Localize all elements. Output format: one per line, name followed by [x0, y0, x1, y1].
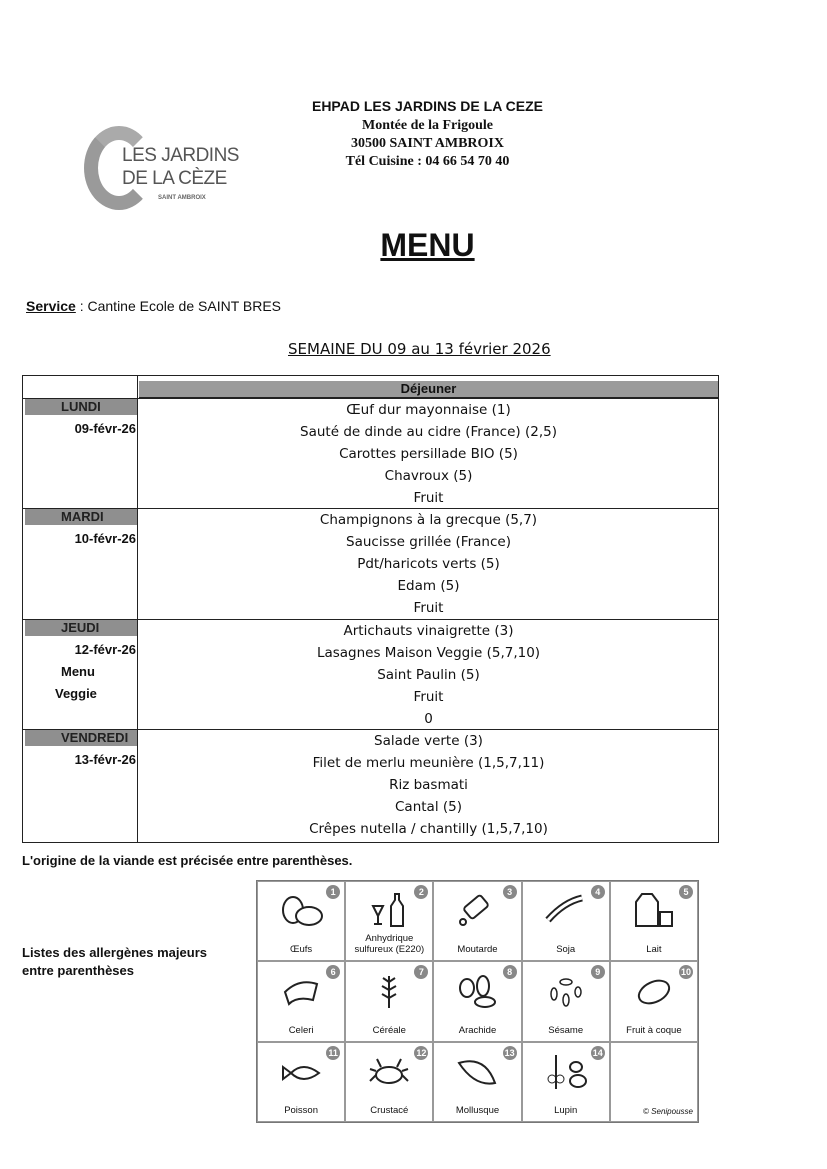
- crab-icon: [367, 1053, 411, 1091]
- allergen-lupin: [522, 1042, 610, 1122]
- sesame-icon: [544, 972, 588, 1010]
- origin-note: L'origine de la viande est précisée entre parenthèses.: [22, 853, 353, 868]
- allergen-number: 14: [592, 1047, 603, 1058]
- dish: Saint Paulin (5): [377, 667, 480, 683]
- dish: Fruit: [413, 689, 444, 705]
- dish: 0: [424, 711, 433, 727]
- day-note: Menu: [61, 664, 95, 679]
- allergen-fish: [257, 1042, 345, 1122]
- allergens-note-line: Listes des allergènes majeurs: [22, 945, 207, 960]
- allergen-number: 9: [591, 965, 605, 979]
- allergen-label: Lupin: [554, 1105, 578, 1116]
- day-block: [23, 729, 718, 842]
- wheat-icon: [367, 972, 411, 1010]
- day-note: Veggie: [55, 686, 97, 701]
- page-title: MENU: [380, 227, 475, 263]
- dish: Filet de merlu meunière (1,5,7,11): [312, 755, 545, 771]
- soy-icon: [544, 892, 588, 930]
- allergen-number: 6: [326, 965, 340, 979]
- allergen-milk: [610, 881, 698, 961]
- milk-icon: [632, 892, 676, 930]
- dish: Salade verte (3): [374, 733, 483, 749]
- city: 30500 SAINT AMBROIX: [351, 136, 504, 151]
- allergen-number: 12: [416, 1047, 427, 1058]
- day-date: 09-févr-26: [74, 421, 136, 436]
- dish: Carottes persillade BIO (5): [339, 446, 518, 462]
- dish: Riz basmati: [389, 777, 468, 793]
- allergen-mollusc: [433, 1042, 521, 1122]
- dish: Champignons à la grecque (5,7): [319, 512, 538, 528]
- allergen-number: 3: [503, 885, 517, 899]
- allergen-label: Arachide: [458, 1024, 497, 1036]
- service-label: Service: [26, 298, 76, 314]
- allergen-wine: [345, 881, 433, 961]
- dish: Lasagnes Maison Veggie (5,7,10): [316, 645, 541, 661]
- day-name: LUNDI: [25, 399, 137, 415]
- allergen-number: 1: [326, 885, 340, 899]
- copyright: © Senipousse: [643, 1107, 693, 1116]
- logo: [80, 122, 239, 218]
- day-block: [23, 619, 718, 729]
- allergen-label: Sésame: [548, 1024, 584, 1036]
- logo-text: SAINT AMBROIX: [158, 195, 206, 201]
- day-date: 12-févr-26: [74, 642, 136, 657]
- allergens-note: [22, 944, 207, 980]
- allergen-number: 5: [679, 885, 693, 899]
- allergen-number: 11: [326, 1046, 340, 1060]
- dish: Fruit: [413, 490, 444, 506]
- mustard-icon: [455, 892, 499, 930]
- peanut-icon: [455, 972, 499, 1010]
- dish: Crêpes nutella / chantilly (1,5,7,10): [309, 821, 548, 837]
- phone: Tél Cuisine : 04 66 54 70 40: [345, 154, 510, 169]
- dish: Cantal (5): [395, 799, 462, 815]
- week-title: SEMAINE DU 09 au 13 février 2026: [288, 340, 551, 358]
- service: [26, 298, 281, 314]
- day-block: [23, 398, 718, 508]
- allergen-number: 2: [414, 885, 428, 899]
- allergen-number: 7: [414, 965, 428, 979]
- allergen-label: Celeri: [288, 1024, 314, 1036]
- allergen-label: Crustacé: [370, 1105, 409, 1116]
- allergens-note-line: entre parenthèses: [22, 963, 134, 978]
- dish: Chavroux (5): [384, 468, 473, 484]
- allergen-peanut: [433, 961, 521, 1041]
- allergen-number: 10: [680, 967, 691, 978]
- dish: Artichauts vinaigrette (3): [343, 623, 514, 639]
- allergen-label: Fruit à coque: [626, 1024, 682, 1036]
- allergen-celery: [257, 961, 345, 1041]
- logo-text: DE LA CÈZE: [122, 168, 227, 189]
- allergen-wheat: [345, 961, 433, 1041]
- dish: Pdt/haricots verts (5): [357, 556, 500, 572]
- allergen-label: Œufs: [290, 944, 313, 956]
- fish-icon: [279, 1053, 323, 1091]
- nut-icon: [632, 972, 676, 1010]
- day-name: MARDI: [25, 509, 137, 525]
- dish: Saucisse grillée (France): [346, 534, 511, 550]
- allergen-sesame: [522, 961, 610, 1041]
- allergen-number: 4: [591, 885, 605, 899]
- allergen-label: Céréale: [372, 1024, 406, 1036]
- service-value: : Cantine Ecole de SAINT BRES: [75, 298, 282, 314]
- copyright-cell: [610, 1042, 698, 1122]
- allergen-soy: [522, 881, 610, 961]
- lupin-icon: [544, 1053, 588, 1091]
- day-date: 13-févr-26: [74, 752, 136, 767]
- org-name: EHPAD LES JARDINS DE LA CEZE: [311, 98, 544, 114]
- celery-icon: [279, 972, 323, 1010]
- dish: Sauté de dinde au cidre (France) (2,5): [300, 424, 557, 440]
- allergen-label: Lait: [646, 944, 662, 956]
- day-name: JEUDI: [25, 620, 137, 636]
- allergen-label: Poisson: [284, 1105, 318, 1116]
- mollusc-icon: [455, 1053, 499, 1091]
- allergen-number: 13: [504, 1047, 515, 1058]
- allergen-label: Anhydrique sulfureux (E220): [354, 933, 425, 956]
- allergen-crab: [345, 1042, 433, 1122]
- dish: Edam (5): [397, 578, 460, 594]
- logo-text: LES JARDINS: [122, 145, 239, 166]
- eggs-icon: [279, 892, 323, 930]
- allergen-mustard: [433, 881, 521, 961]
- day-name: VENDREDI: [25, 730, 137, 746]
- menu-table: [22, 375, 719, 843]
- allergen-nut: [610, 961, 698, 1041]
- wine-icon: [367, 892, 411, 930]
- dish: Fruit: [413, 600, 444, 616]
- meal-header: Déjeuner: [139, 381, 718, 398]
- day-date: 10-févr-26: [74, 531, 136, 546]
- street: Montée de la Frigoule: [361, 118, 494, 133]
- allergen-grid: [256, 880, 699, 1123]
- allergen-number: 8: [503, 965, 517, 979]
- dish: Œuf dur mayonnaise (1): [346, 402, 511, 418]
- allergen-label: Moutarde: [457, 944, 498, 956]
- allergen-label: Soja: [556, 944, 576, 956]
- allergen-eggs: [257, 881, 345, 961]
- day-block: [23, 508, 718, 619]
- allergen-label: Mollusque: [455, 1105, 500, 1116]
